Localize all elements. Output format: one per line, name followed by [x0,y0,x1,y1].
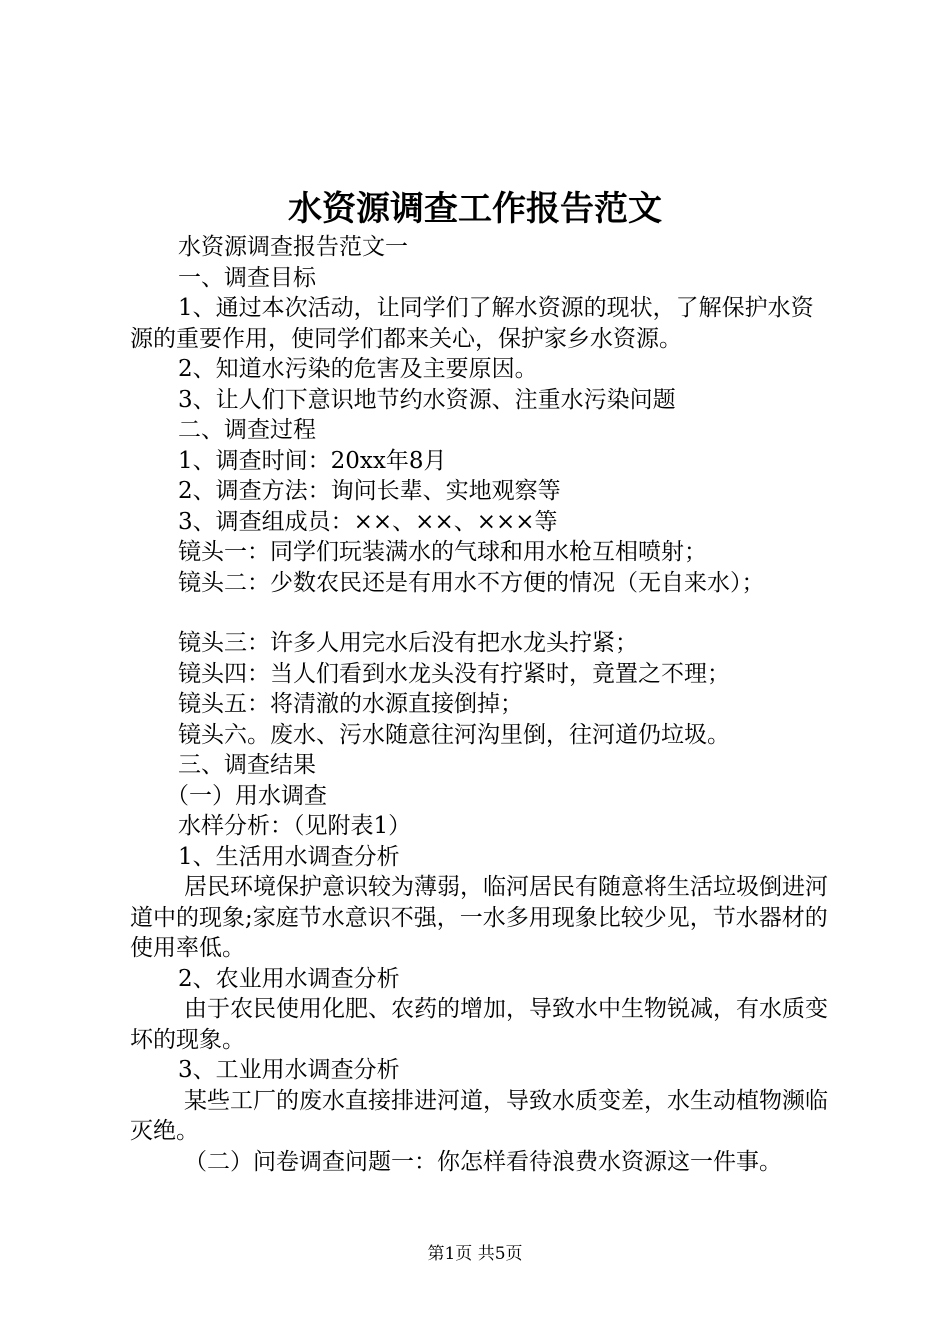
section-heading: 三、调查结果 [178,752,316,778]
blank-line [130,598,836,628]
document-body [130,232,836,1177]
paragraph: 1、调查时间：20xx年8月 [178,447,447,474]
section-heading: 二、调查过程 [178,417,316,443]
paragraph: 2、调查方法：询问长辈、实地观察等 [178,478,561,504]
paragraph: 1、生活用水调查分析 [178,843,400,870]
paragraph: 镜头一：同学们玩装满水的气球和用水枪互相喷射； [178,539,707,565]
paragraph: 镜头五：将清澈的水源直接倒掉； [178,691,523,717]
page-footer: 第1页 共5页 [427,1244,523,1264]
paragraph: 某些工厂的废水直接排进河道，导致水质变差，水生动植物濒临灭绝。 [130,1087,828,1144]
paragraph: 2、农业用水调查分析 [178,965,400,992]
subsection-heading: （一）用水调查 [166,782,327,809]
section-heading: 一、调查目标 [178,264,316,291]
paragraph: 3、让人们下意识地节约水资源、注重水污染问题 [178,386,676,413]
paragraph: 镜头二：少数农民还是有用水不方便的情况（无自来水）； [178,569,765,596]
paragraph: 镜头三：许多人用完水后没有把水龙头拧紧； [178,630,638,656]
paragraph: 水资源调查报告范文一 [178,234,408,260]
paragraph: 2、知道水污染的危害及主要原因。 [178,356,538,382]
paragraph: 由于农民使用化肥、农药的增加，导致水中生物锐减，有水质变坏的现象。 [130,996,828,1053]
paragraph: 水样分析：（见附表1） [178,813,412,839]
paragraph: 居民环境保护意识较为薄弱，临河居民有随意将生活垃圾倒进河道中的现象;家庭节水意识不强，一水多用现象比较少见，节水器材的使用率低。 [130,874,828,961]
subsection-heading: （二）问卷调查问题一：你怎样看待浪费水资源这一件事。 [184,1148,782,1175]
paragraph: 镜头四：当人们看到水龙头没有拧紧时，竟置之不理； [178,660,730,687]
paragraph: 3、工业用水调查分析 [178,1057,400,1083]
paragraph: 镜头六。废水、污水随意往河沟里倒，往河道仍垃圾。 [178,721,730,748]
paragraph: 3、调查组成员：××、××、×××等 [178,508,558,535]
document-title: 水资源调查工作报告范文 [288,189,662,229]
paragraph: 1、通过本次活动，让同学们了解水资源的现状，了解保护水资源的重要作用，使同学们都来关心，保护家乡水资源。 [130,295,814,352]
